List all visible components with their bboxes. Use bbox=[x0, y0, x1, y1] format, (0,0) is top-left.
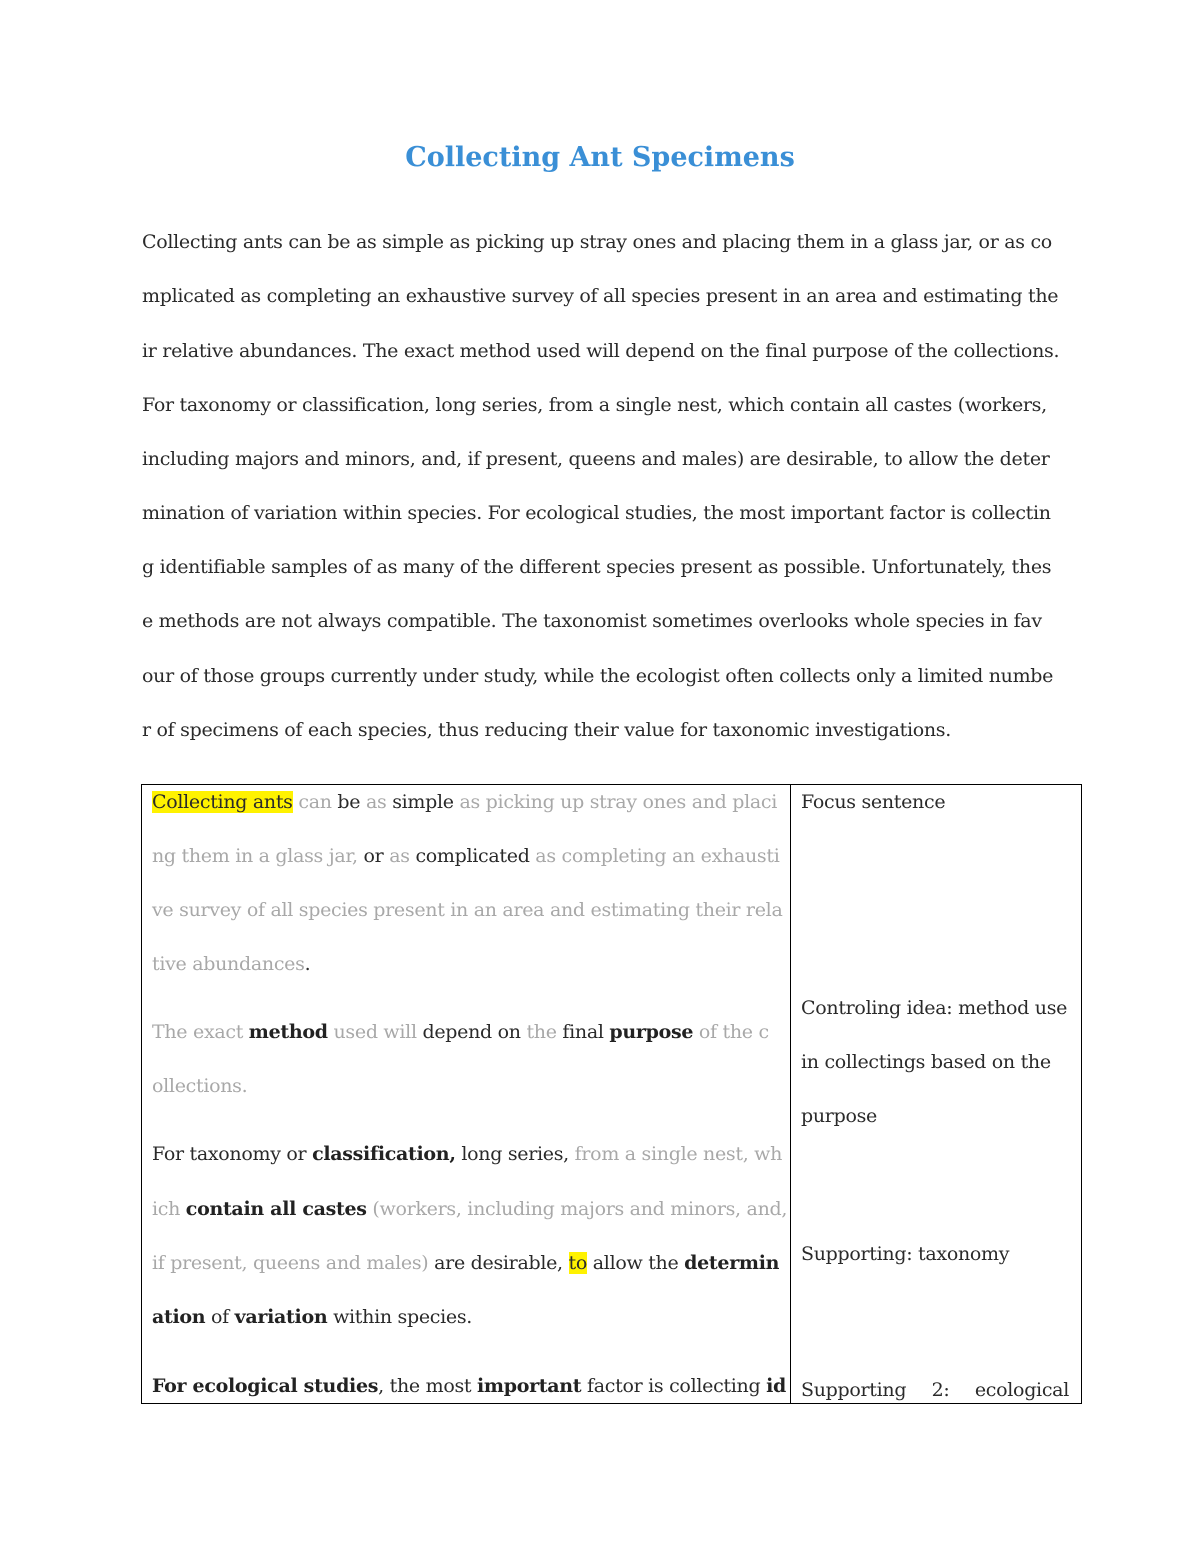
plain-text: within species. bbox=[327, 1306, 473, 1328]
plain-text: be bbox=[337, 791, 366, 813]
annotated-line bbox=[152, 1142, 782, 1166]
annotated-line bbox=[152, 1251, 779, 1275]
plain-text: long series, bbox=[455, 1143, 575, 1165]
key-term: ation bbox=[152, 1306, 206, 1328]
deemphasized-text: ollections. bbox=[152, 1075, 248, 1097]
deemphasized-text: The exact bbox=[152, 1021, 249, 1043]
plain-text: simple bbox=[392, 791, 454, 813]
plain-text: depend on bbox=[422, 1021, 527, 1043]
annotated-line bbox=[152, 790, 777, 814]
annotated-line bbox=[152, 1074, 247, 1098]
deemphasized-text: as bbox=[389, 845, 416, 867]
deemphasized-text: as picking up stray ones and placi bbox=[453, 791, 778, 813]
paragraph-line: g identifiable samples of as many of the different species present as possible. Unfortunately, thes bbox=[142, 556, 1052, 578]
deemphasized-text: the bbox=[526, 1021, 563, 1043]
key-term: determin bbox=[684, 1252, 780, 1274]
key-term: purpose bbox=[609, 1021, 694, 1043]
deemphasized-text: ich bbox=[152, 1198, 186, 1220]
annotated-line bbox=[152, 898, 782, 922]
paragraph-line: r of specimens of each species, thus reducing their value for taxonomic investigations. bbox=[142, 719, 951, 741]
controlling-idea-note-line-2: in collectings based on the bbox=[801, 1051, 1051, 1073]
plain-text: of bbox=[205, 1306, 235, 1328]
focus-sentence-note: Focus sentence bbox=[801, 791, 946, 813]
key-term: important bbox=[477, 1375, 582, 1397]
paragraph-line: ir relative abundances. The exact method used will depend on the final purpose of the collections. bbox=[142, 340, 1060, 362]
plain-text: allow the bbox=[587, 1252, 685, 1274]
plain-text: complicated bbox=[415, 845, 530, 867]
supporting-ecological-note bbox=[801, 1378, 1069, 1402]
paragraph-line: e methods are not always compatible. The taxonomist sometimes overlooks whole species in fav bbox=[142, 610, 1042, 632]
key-term: For ecological studies bbox=[152, 1375, 379, 1397]
annotated-line bbox=[152, 952, 310, 976]
plain-text: , the most bbox=[378, 1375, 477, 1397]
deemphasized-text: as bbox=[365, 791, 393, 813]
key-term: method bbox=[248, 1021, 328, 1043]
deemphasized-text: tive abundances bbox=[152, 953, 305, 975]
paragraph-line: mination of variation within species. For ecological studies, the most important factor is collectin bbox=[142, 502, 1051, 524]
plain-text: factor is collecting bbox=[581, 1375, 767, 1397]
plain-text: or bbox=[363, 845, 390, 867]
annotated-text-cell bbox=[142, 785, 791, 1404]
deemphasized-text: ve survey of all species present in an area and estimating their rela bbox=[152, 899, 783, 921]
plain-text: . bbox=[304, 953, 311, 975]
annotated-line bbox=[152, 844, 779, 868]
deemphasized-text: can bbox=[292, 791, 338, 813]
paragraph-line: Collecting ants can be as simple as picking up stray ones and placing them in a glass jar, or as co bbox=[142, 231, 1052, 253]
controlling-idea-note-line-1: Controling idea: method use bbox=[801, 997, 1068, 1019]
plain-text: final bbox=[562, 1021, 610, 1043]
key-term: id bbox=[766, 1375, 786, 1397]
key-term: contain all castes bbox=[185, 1198, 367, 1220]
deemphasized-text: (workers, including majors and minors, and, bbox=[366, 1198, 788, 1220]
document-title: Collecting Ant Specimens bbox=[405, 142, 795, 173]
deemphasized-text: if present, queens and males) bbox=[152, 1252, 435, 1274]
annotation-notes-cell bbox=[791, 785, 1082, 1404]
deemphasized-text: of the c bbox=[693, 1021, 769, 1043]
highlighted-text: Collecting ants bbox=[152, 791, 293, 813]
highlighted-text: to bbox=[568, 1252, 588, 1274]
key-term: variation bbox=[234, 1306, 328, 1328]
deemphasized-text: as completing an exhausti bbox=[529, 845, 780, 867]
deemphasized-text: used will bbox=[327, 1021, 423, 1043]
key-term: classification, bbox=[312, 1143, 456, 1165]
annotated-line bbox=[152, 1374, 786, 1398]
annotated-line bbox=[152, 1197, 787, 1221]
annotated-line bbox=[152, 1305, 472, 1329]
plain-text: For taxonomy or bbox=[152, 1143, 313, 1165]
plain-text: are desirable, bbox=[434, 1252, 569, 1274]
supporting-ecological-word-2: 2: bbox=[931, 1379, 950, 1401]
supporting-taxonomy-note: Supporting: taxonomy bbox=[801, 1243, 1010, 1265]
paragraph-line: including majors and minors, and, if present, queens and males) are desirable, to allow the deter bbox=[142, 448, 1050, 470]
supporting-ecological-word-3: ecological bbox=[974, 1379, 1069, 1401]
paragraph-line: mplicated as completing an exhaustive survey of all species present in an area and estimating the bbox=[142, 285, 1059, 307]
paragraph-line: For taxonomy or classification, long series, from a single nest, which contain all castes (workers, bbox=[142, 394, 1047, 416]
paragraph-line: our of those groups currently under study, while the ecologist often collects only a limited numbe bbox=[142, 665, 1054, 687]
deemphasized-text: ng them in a glass jar, bbox=[152, 845, 364, 867]
controlling-idea-note-line-3: purpose bbox=[801, 1105, 877, 1127]
analysis-table bbox=[141, 784, 1082, 1404]
supporting-ecological-word-1: Supporting bbox=[801, 1379, 907, 1401]
deemphasized-text: from a single nest, wh bbox=[574, 1143, 783, 1165]
annotated-line bbox=[152, 1020, 769, 1044]
